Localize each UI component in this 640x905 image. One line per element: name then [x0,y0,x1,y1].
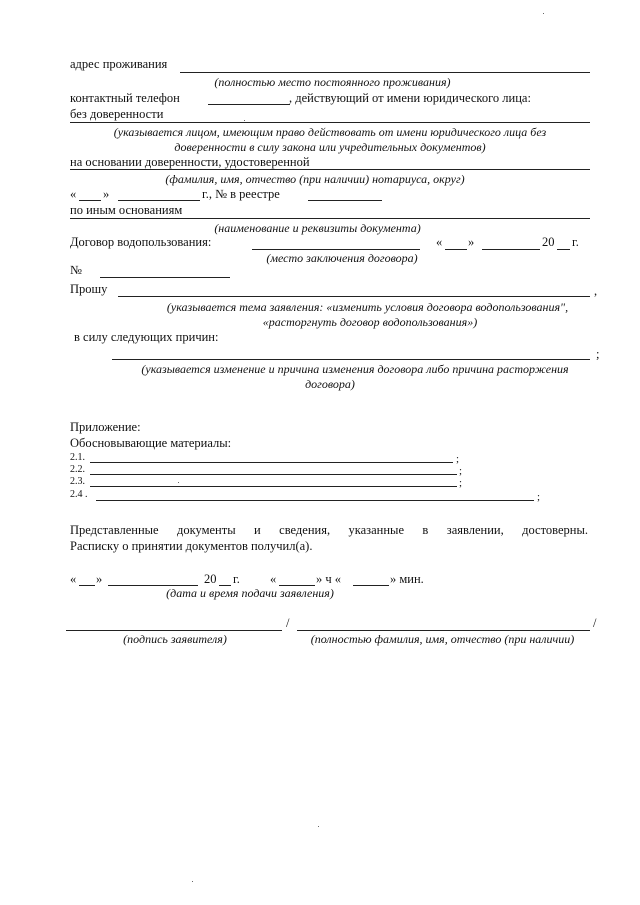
attachment-end-4: ; [537,491,541,503]
contract-year-field[interactable] [557,249,570,250]
submission-day-field[interactable] [79,585,95,586]
scan-speck [244,120,245,121]
contract-year-suffix: г. [572,235,579,249]
request-hint-line-1: (указывается тема заявления: «изменить условия договора водопользования", [166,300,569,314]
notary-field[interactable] [70,169,590,170]
request-comma: , [594,284,598,298]
no-proxy-label: без доверенности [70,107,164,121]
attachment-number-3: 2.3. [70,476,85,487]
notary-hint: (фамилия, имя, отчество (при наличии) нотариуса, округ) [165,172,465,186]
attachment-field-2[interactable] [90,474,457,475]
signature-field[interactable] [66,630,282,631]
contract-day-field[interactable] [445,249,467,250]
reasons-hint-line-1: (указывается изменение и причина изменения договора либо причина расторжения [141,362,569,376]
registry-label: г., № в реестре [202,187,280,201]
contract-place-field[interactable] [252,249,420,250]
reasons-hint-line-2: договора) [305,377,355,391]
confirmation-line-1: Представленные документы и сведения, указанные в заявлении, достоверны. [70,523,588,537]
attachment-end-3: ; [459,477,463,489]
contract-number-sign: № [70,263,82,277]
reasons-semicolon: ; [596,347,600,361]
request-hint-line-2: «расторгнуть договор водопользования») [262,315,478,329]
request-label: Прошу [70,282,108,296]
reasons-label: в силу следующих причин: [74,330,219,344]
scan-speck [178,482,179,483]
attachments-subtitle: Обосновывающие материалы: [70,436,232,450]
scan-speck [543,13,544,14]
contract-number-field[interactable] [100,277,230,278]
scan-speck [318,826,319,827]
other-grounds-label: по иным основаниям [70,203,183,217]
proxy-date-quote-open: « [70,187,77,201]
residence-hint: (полностью место постоянного проживания) [214,75,451,89]
submission-year-suffix: г. [233,572,240,586]
other-grounds-field[interactable] [70,218,590,219]
reasons-field[interactable] [112,359,590,360]
proxy-day-field[interactable] [79,200,101,201]
contract-month-field[interactable] [482,249,540,250]
attachment-number-4: 2.4 . [70,489,88,500]
no-proxy-hint-line-2: доверенности в силу закона или учредительных документов) [174,140,486,154]
place-hint: (место заключения договора) [266,251,418,265]
attachment-number-2: 2.2. [70,464,85,475]
submission-hint: (дата и время подачи заявления) [166,586,334,600]
proxy-date-quote-close: » [103,187,110,201]
phone-label: контактный телефон [70,91,180,105]
residence-label: адрес проживания [70,57,168,71]
registry-number-field[interactable] [308,200,382,201]
submission-minutes-field[interactable] [353,585,389,586]
submission-hours-label: » ч « [316,572,342,586]
attachment-end-1: ; [456,453,460,465]
contract-label: Договор водопользования: [70,235,212,249]
full-name-hint: (полностью фамилия, имя, отчество (при наличии) [310,632,575,646]
attachments-title: Приложение: [70,420,141,434]
attachment-field-1[interactable] [90,462,453,463]
signature-slash: / [286,616,290,630]
submission-minutes-label: » мин. [390,572,424,586]
acting-label: , действующий от имени юридического лица: [289,91,531,105]
proxy-label: на основании доверенности, удостоверенной [70,155,310,169]
attachment-field-4[interactable] [96,500,534,501]
attachment-end-2: ; [459,465,463,477]
doc-hint: (наименование и реквизиты документа) [214,221,421,235]
submission-quote-open: « [70,572,77,586]
residence-field[interactable] [180,72,590,73]
request-field[interactable] [118,296,590,297]
attachment-field-3[interactable] [90,486,457,487]
no-proxy-hint-line-1: (указывается лицом, имеющим право действовать от имени юридического лица без [113,125,547,139]
submission-year-prefix: 20 [204,572,217,586]
signature-hint: (подпись заявителя) [123,632,227,646]
submission-quote-close: » [96,572,103,586]
contract-quote-close: » [468,235,475,249]
attachment-number-1: 2.1. [70,452,85,463]
full-name-slash: / [593,616,597,630]
contract-quote-open: « [436,235,443,249]
proxy-month-field[interactable] [118,200,200,201]
phone-field[interactable] [208,104,290,105]
full-name-field[interactable] [297,630,590,631]
confirmation-line-2: Расписку о принятии документов получил(а). [70,539,313,553]
contract-year-prefix: 20 [542,235,555,249]
scan-speck [192,881,193,882]
submission-hours-quote-open: « [270,572,277,586]
no-proxy-field[interactable] [70,122,590,123]
